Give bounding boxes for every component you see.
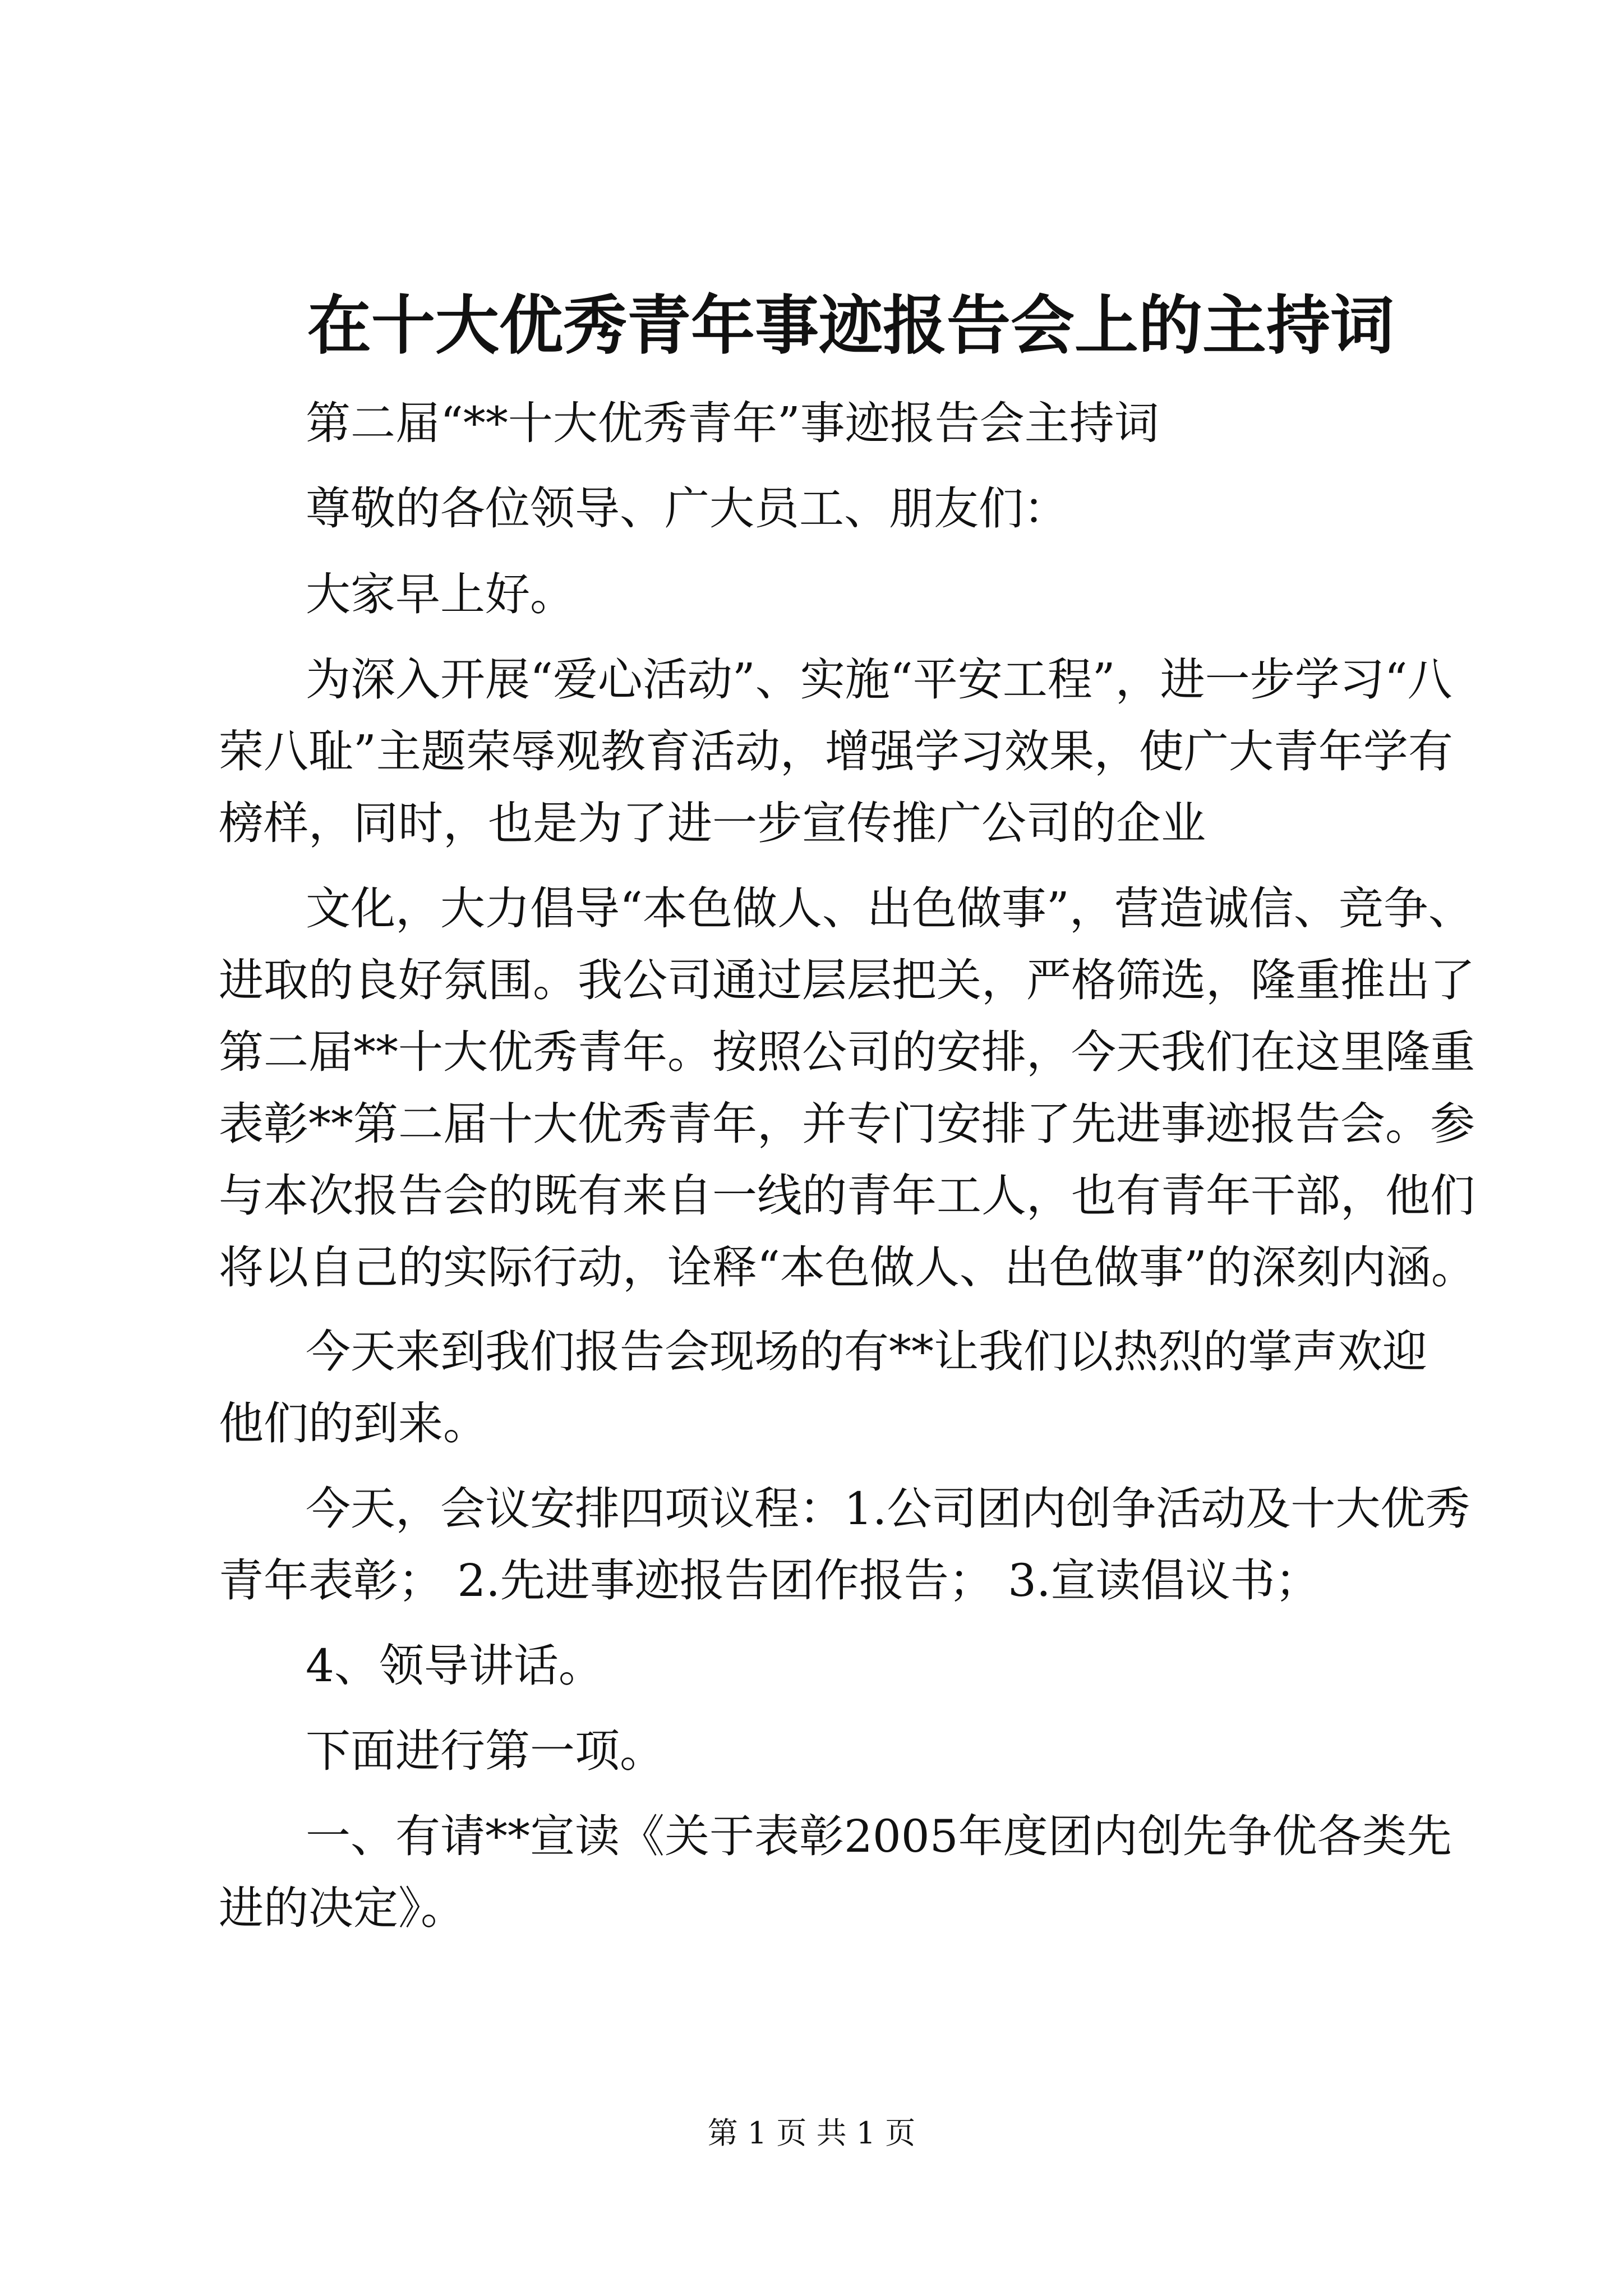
paragraph-line: 一、有请**宣读《关于表彰2005年度团内创先争优各类先 [306,1810,1452,1862]
paragraph-line: 为深入开展“爱心活动”、实施“平安工程”，进一步学习“八 [306,654,1453,706]
paragraph-line: 第二届**十大优秀青年。按照公司的安排，今天我们在这里隆重 [219,1026,1475,1078]
paragraph-line: 表彰**第二届十大优秀青年，并专门安排了先进事迹报告会。参 [219,1098,1475,1150]
paragraph-line: 下面进行第一项。 [306,1725,665,1777]
paragraph-line: 尊敬的各位领导、广大员工、朋友们： [306,482,1068,535]
paragraph-line: 文化，大力倡导“本色做人、出色做事”，营造诚信、竞争、 [306,882,1473,935]
paragraph-line: 今天来到我们报告会现场的有**让我们以热烈的掌声欢迎 [306,1326,1427,1378]
paragraph-line: 将以自己的实际行动，诠释“本色做人、出色做事”的深刻内涵。 [219,1241,1476,1294]
paragraph-line: 榜样，同时，也是为了进一步宣传推广公司的企业 [219,797,1206,849]
paragraph-line: 进的决定》。 [219,1882,465,1934]
page-footer: 第 1 页 共 1 页 [707,2115,916,2151]
paragraph-line: 第二届“**十大优秀青年”事迹报告会主持词 [306,397,1159,449]
paragraph-line: 荣八耻”主题荣辱观教育活动，增强学习效果，使广大青年学有 [219,725,1453,777]
paragraph-line: 青年表彰； 2.先进事迹报告团作报告； 3.宣读倡议书； [219,1554,1320,1607]
paragraph-line: 进取的良好氛围。我公司通过层层把关，严格筛选，隆重推出了 [219,954,1475,1006]
document-title: 在十大优秀青年事迹报告会上的主持词 [307,288,1395,363]
paragraph-line: 大家早上好。 [306,568,575,620]
paragraph-line: 他们的到来。 [219,1397,488,1450]
paragraph-line: 与本次报告会的既有来自一线的青年工人，也有青年干部，他们 [219,1170,1475,1222]
paragraph-line: 今天，会议安排四项议程：1.公司团内创争活动及十大优秀 [306,1483,1470,1535]
paragraph-line: 4、领导讲话。 [306,1640,603,1692]
